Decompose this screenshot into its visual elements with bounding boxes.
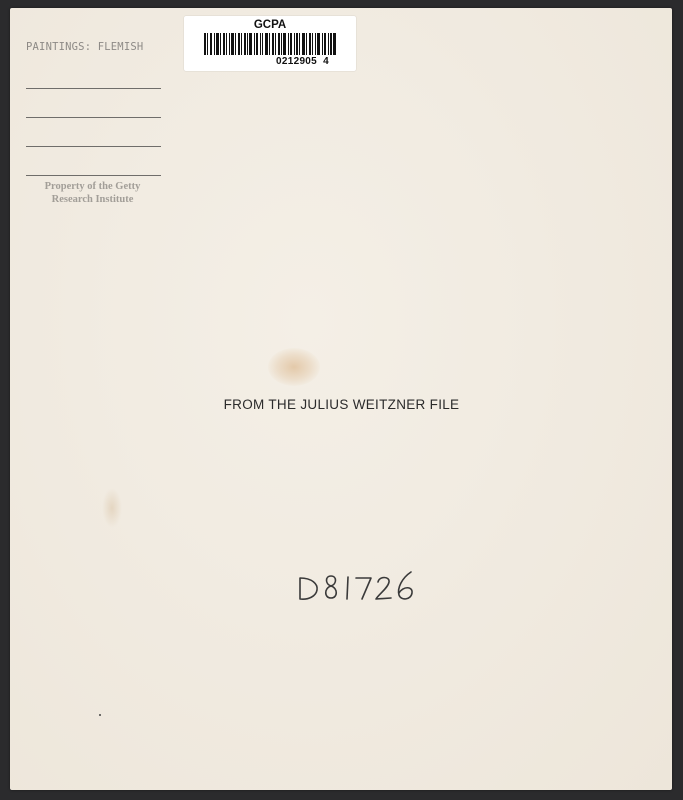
barcode-label	[184, 16, 356, 71]
stain	[102, 488, 122, 528]
stamp-line: Property of the Getty	[44, 181, 141, 192]
speck	[99, 714, 101, 716]
accession-number: 0212905 4	[276, 56, 330, 67]
divider-line	[26, 88, 161, 89]
barcode-icon	[204, 33, 336, 55]
handwritten-number	[296, 566, 436, 606]
divider-line	[26, 117, 161, 118]
divider-line	[26, 146, 161, 147]
category-heading: PAINTINGS: FLEMISH	[26, 41, 144, 53]
label-title: GCPA	[253, 19, 287, 31]
divider-line	[26, 175, 161, 176]
provenance-note: FROM THE JULIUS WEITZNER FILE	[223, 397, 460, 412]
stamp-line: Research Institute	[51, 194, 134, 205]
stain	[268, 348, 320, 386]
ownership-stamp	[30, 180, 155, 206]
